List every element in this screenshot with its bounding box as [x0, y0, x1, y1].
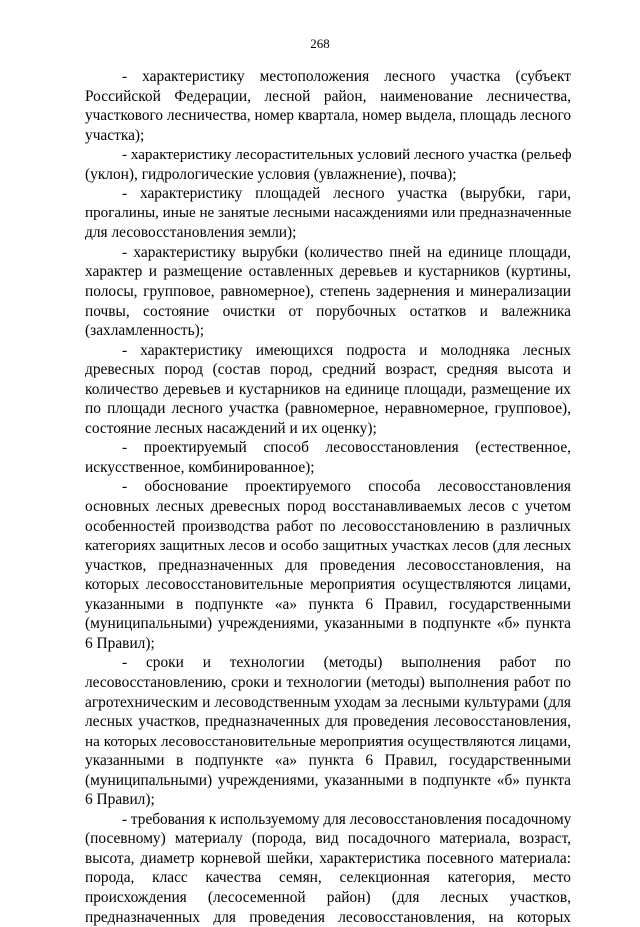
text-line: (муниципальными) учреждениями, указанными в подпункте «б» пункта	[85, 615, 571, 633]
text-line: почвы, состояние очистки от порубочных остатков и валежника	[85, 302, 571, 320]
text-line: основных лесных древесных пород восстанавливаемых лесов с учетом	[85, 498, 571, 516]
text-line: - характеристику лесорастительных условий лесного участка (рельеф	[122, 146, 572, 164]
text-line: высота, диаметр корневой шейки, характеристика посевного материала:	[85, 849, 571, 867]
text-line: (муниципальными) учреждениями, указанными в подпункте «б» пункта	[85, 771, 571, 789]
text-line: - характеристику имеющихся подроста и молодняка лесных	[122, 341, 571, 359]
text-line: участкового лесничества, номер квартала, номер выдела, площадь лесного	[85, 107, 572, 125]
text-line: искусственное, комбинированное);	[85, 458, 315, 476]
text-line: - характеристику вырубки (количество пней на единице площади,	[122, 243, 571, 261]
text-line: происхождения (лесосеменной район) (для лесных участков,	[85, 888, 571, 906]
body-text	[85, 67, 571, 927]
text-line: которых лесовосстановительные мероприятия осуществляются лицами,	[85, 576, 571, 594]
text-line: по площади лесного участка (равномерное, неравномерное, групповое),	[85, 400, 571, 418]
text-line: (захламленность);	[85, 322, 205, 340]
text-line: агротехническим и лесоводственным уходам за лесными культурами (для	[85, 693, 571, 711]
text-line: категориях защитных лесов и особо защитных участках лесов (для лесных	[85, 537, 572, 555]
text-line: древесных пород (состав пород, средний возраст, средняя высота и	[85, 361, 571, 379]
text-line: на которых лесовосстановительные мероприятия осуществляются лицами,	[85, 732, 571, 750]
text-line: участков, предназначенных для проведения лесовосстановления, на	[85, 556, 571, 574]
text-line: для лесовосстановления земли);	[85, 224, 297, 242]
text-line: порода, класс качества семян, селекционная категория, место	[85, 869, 571, 887]
text-line: - проектируемый способ лесовосстановления (естественное,	[122, 439, 571, 457]
text-line: лесных участков, предназначенных для проведения лесовосстановления,	[85, 713, 571, 731]
text-line: указанными в подпункте «а» пункта 6 Правил, государственными	[85, 595, 571, 613]
text-line: лесовосстановлению, сроки и технологии (методы) выполнения работ по	[85, 673, 571, 691]
text-line: особенностей производства работ по лесовосстановлению в различных	[85, 517, 571, 535]
text-line: полосы, групповое, равномерное), степень задернения и минерализации	[85, 283, 571, 301]
text-line: - обоснование проектируемого способа лесовосстановления	[122, 478, 571, 496]
text-line: количество деревьев и кустарников на единице площади, размещение их	[85, 380, 571, 398]
text-line: прогалины, иные не занятые лесными насаждениями или предназначенные	[85, 204, 572, 221]
text-line: состояние лесных насаждений и их оценку);	[85, 419, 377, 437]
text-line: участка);	[85, 126, 145, 144]
page-number: 268	[310, 36, 330, 51]
text-line: - требования к используемому для лесовосстановления посадочному	[122, 810, 572, 828]
text-line: (уклон), гидрологические условия (увлажнение), почва);	[85, 165, 457, 183]
text-line: (посевному) материалу (порода, вид посадочного материала, возраст,	[85, 830, 571, 848]
text-line: характер и размещение оставленных деревьев и кустарников (куртины,	[85, 263, 571, 281]
text-line: - характеристику местоположения лесного участка (субъект	[122, 68, 571, 85]
text-line: 6 Правил);	[85, 634, 155, 652]
text-line: 6 Правил);	[85, 791, 155, 809]
text-line: предназначенных для проведения лесовосстановления, на которых	[85, 908, 571, 926]
text-line: указанными в подпункте «а» пункта 6 Правил, государственными	[85, 752, 571, 770]
text-line: - характеристику площадей лесного участка (вырубки, гари,	[122, 185, 571, 203]
text-line: Российской Федерации, лесной район, наименование лесничества,	[85, 87, 571, 105]
text-line: - сроки и технологии (методы) выполнения работ по	[122, 654, 571, 672]
